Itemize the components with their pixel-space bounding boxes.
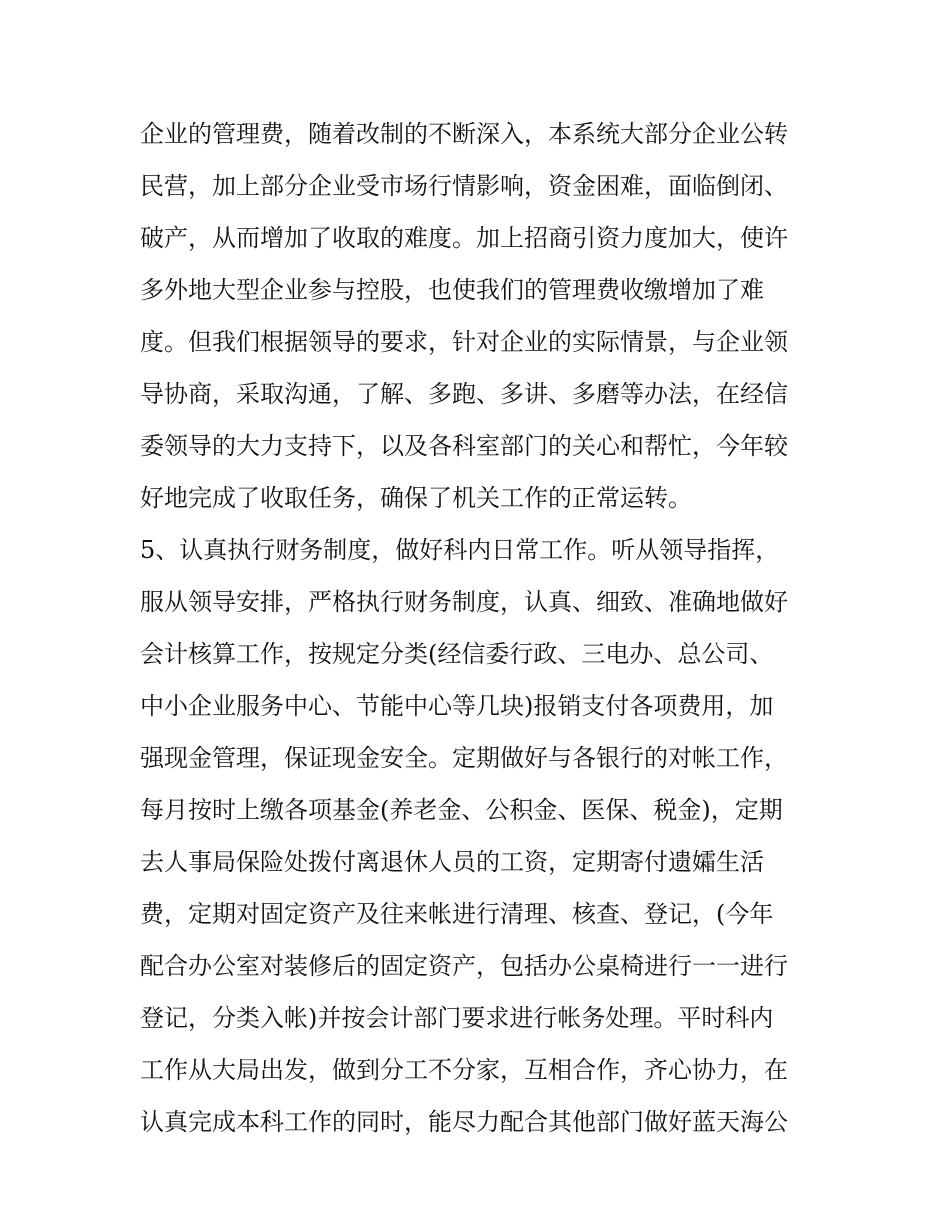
text-line: 工作从大局出发，做到分工不分家，互相合作，齐心协力，在: [140, 1056, 788, 1084]
text-line: 民营，加上部分企业受市场行情影响，资金困难，面临倒闭、: [140, 172, 788, 200]
text-line: 认真完成本科工作的同时，能尽力配合其他部门做好蓝天海公: [140, 1108, 788, 1136]
text-line: 破产，从而增加了收取的难度。加上招商引资力度加大，使许: [140, 224, 788, 252]
text-line: 服从领导安排，严格执行财务制度，认真、细致、准确地做好: [140, 588, 788, 616]
text-line: 5、认真执行财务制度，做好科内日常工作。听从领导指挥，: [140, 536, 780, 564]
text-line: 强现金管理，保证现金安全。定期做好与各银行的对帐工作，: [140, 744, 788, 772]
text-line: 费，定期对固定资产及往来帐进行清理、核查、登记，(今年: [140, 900, 774, 928]
text-line: 导协商，采取沟通，了解、多跑、多讲、多磨等办法，在经信: [140, 380, 788, 408]
text-line: 好地完成了收取任务，确保了机关工作的正常运转。: [140, 484, 692, 512]
text-line: 企业的管理费，随着改制的不断深入，本系统大部分企业公转: [140, 120, 788, 148]
text-line: 配合办公室对装修后的固定资产，包括办公桌椅进行一一进行: [140, 952, 788, 980]
text-line: 去人事局保险处拨付离退休人员的工资，定期寄付遗孀生活: [140, 848, 764, 876]
text-line: 多外地大型企业参与控股，也使我们的管理费收缴增加了难: [140, 276, 764, 304]
text-line: 中小企业服务中心、节能中心等几块)报销支付各项费用，加: [140, 692, 774, 720]
text-line: 登记，分类入帐)并按会计部门要求进行帐务处理。平时科内: [140, 1004, 774, 1032]
body-text: [140, 108, 820, 1148]
text-line: 度。但我们根据领导的要求，针对企业的实际情景，与企业领: [140, 328, 788, 356]
text-line: 每月按时上缴各项基金(养老金、公积金、医保、税金)，定期: [140, 796, 783, 824]
text-line: 委领导的大力支持下，以及各科室部门的关心和帮忙，今年较: [140, 432, 788, 460]
text-line: 会计核算工作，按规定分类(经信委行政、三电办、总公司、: [140, 640, 774, 668]
